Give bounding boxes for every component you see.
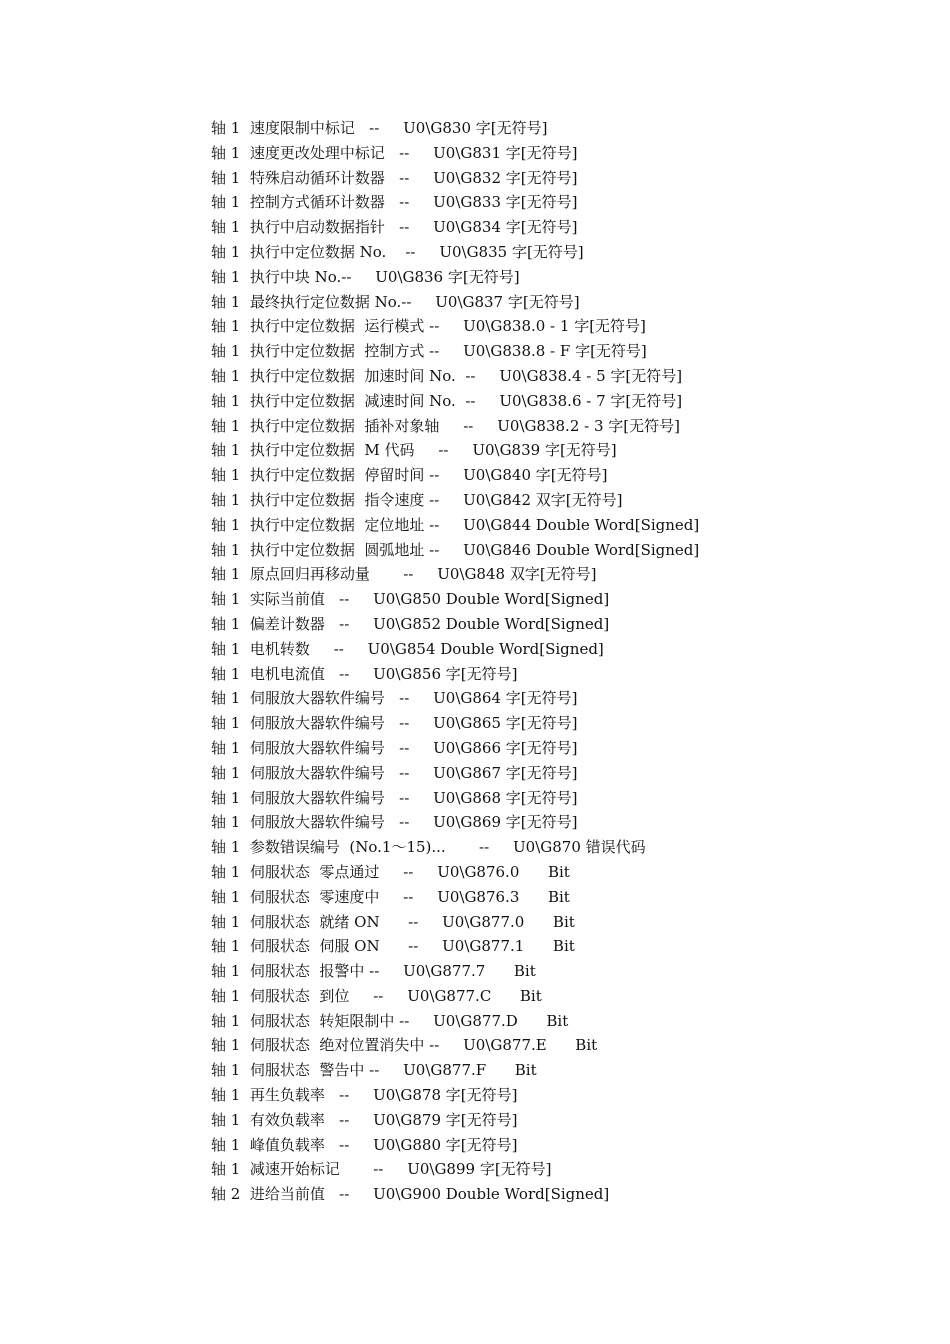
register-list [211,116,699,1207]
register-line: 轴 1 执行中定位数据 M 代码 -- U0\G839 字[无符号] [211,441,617,460]
register-line: 轴 1 伺服状态 零点通过 -- U0\G876.0 Bit [211,862,570,881]
register-line: 轴 1 减速开始标记 -- U0\G899 字[无符号] [211,1160,552,1179]
register-line: 轴 1 执行中定位数据 运行模式 -- U0\G838.0 - 1 字[无符号] [211,317,646,336]
register-line: 轴 1 执行中定位数据 插补对象轴 -- U0\G838.2 - 3 字[无符号] [211,416,680,435]
register-line: 轴 1 伺服放大器软件编号 -- U0\G864 字[无符号] [211,689,578,708]
register-line: 轴 1 执行中定位数据 停留时间 -- U0\G840 字[无符号] [211,466,608,485]
register-line: 轴 1 伺服放大器软件编号 -- U0\G866 字[无符号] [211,738,578,757]
register-line: 轴 1 执行中定位数据 减速时间 No. -- U0\G838.6 - 7 字[无符号] [211,391,683,410]
register-line: 轴 1 执行中启动数据指针 -- U0\G834 字[无符号] [211,218,578,237]
register-line: 轴 1 速度更改处理中标记 -- U0\G831 字[无符号] [211,143,578,162]
register-line: 轴 1 实际当前值 -- U0\G850 Double Word[Signed] [211,590,610,609]
register-line: 轴 2 进给当前值 -- U0\G900 Double Word[Signed] [211,1185,610,1204]
register-line: 轴 1 伺服状态 绝对位置消失中 -- U0\G877.E Bit [211,1036,598,1055]
register-line: 轴 1 伺服放大器软件编号 -- U0\G868 字[无符号] [211,788,578,807]
register-line: 轴 1 伺服放大器软件编号 -- U0\G867 字[无符号] [211,763,578,782]
register-line: 轴 1 峰值负载率 -- U0\G880 字[无符号] [211,1135,518,1154]
register-line: 轴 1 伺服放大器软件编号 -- U0\G865 字[无符号] [211,714,578,733]
register-line: 轴 1 伺服状态 到位 -- U0\G877.C Bit [211,986,542,1005]
register-line: 轴 1 参数错误编号 (No.1～15)... -- U0\G870 错误代码 [211,838,646,857]
register-line: 轴 1 伺服状态 报警中 -- U0\G877.7 Bit [211,962,536,981]
register-line: 轴 1 伺服放大器软件编号 -- U0\G869 字[无符号] [211,813,578,832]
register-line: 轴 1 伺服状态 警告中 -- U0\G877.F Bit [211,1061,537,1080]
register-line: 轴 1 偏差计数器 -- U0\G852 Double Word[Signed] [211,614,610,633]
register-line: 轴 1 伺服状态 转矩限制中 -- U0\G877.D Bit [211,1011,569,1030]
register-line: 轴 1 速度限制中标记 -- U0\G830 字[无符号] [211,119,548,137]
register-line: 轴 1 伺服状态 就绪 ON -- U0\G877.0 Bit [211,912,575,931]
register-line: 轴 1 执行中定位数据 加速时间 No. -- U0\G838.4 - 5 字[无符号] [211,366,683,385]
register-line: 轴 1 伺服状态 零速度中 -- U0\G876.3 Bit [211,887,570,906]
register-line: 轴 1 伺服状态 伺服 ON -- U0\G877.1 Bit [211,937,575,956]
register-line: 轴 1 原点回归再移动量 -- U0\G848 双字[无符号] [211,565,597,584]
register-line: 轴 1 电机电流值 -- U0\G856 字[无符号] [211,664,518,683]
register-line: 轴 1 再生负载率 -- U0\G878 字[无符号] [211,1086,518,1105]
register-line: 轴 1 执行中定位数据 No. -- U0\G835 字[无符号] [211,242,584,261]
register-line: 轴 1 执行中定位数据 指令速度 -- U0\G842 双字[无符号] [211,490,623,509]
register-line: 轴 1 执行中块 No.-- U0\G836 字[无符号] [211,267,520,286]
register-line: 轴 1 执行中定位数据 定位地址 -- U0\G844 Double Word[Signed] [211,515,700,534]
register-line: 轴 1 执行中定位数据 控制方式 -- U0\G838.8 - F 字[无符号] [211,342,647,361]
register-line: 轴 1 电机转数 -- U0\G854 Double Word[Signed] [211,639,604,658]
register-line: 轴 1 有效负载率 -- U0\G879 字[无符号] [211,1110,518,1129]
register-line: 轴 1 特殊启动循环计数器 -- U0\G832 字[无符号] [211,168,578,187]
register-line: 轴 1 最终执行定位数据 No.-- U0\G837 字[无符号] [211,292,580,311]
register-line: 轴 1 执行中定位数据 圆弧地址 -- U0\G846 Double Word[Signed] [211,540,700,559]
register-line: 轴 1 控制方式循环计数器 -- U0\G833 字[无符号] [211,193,578,212]
